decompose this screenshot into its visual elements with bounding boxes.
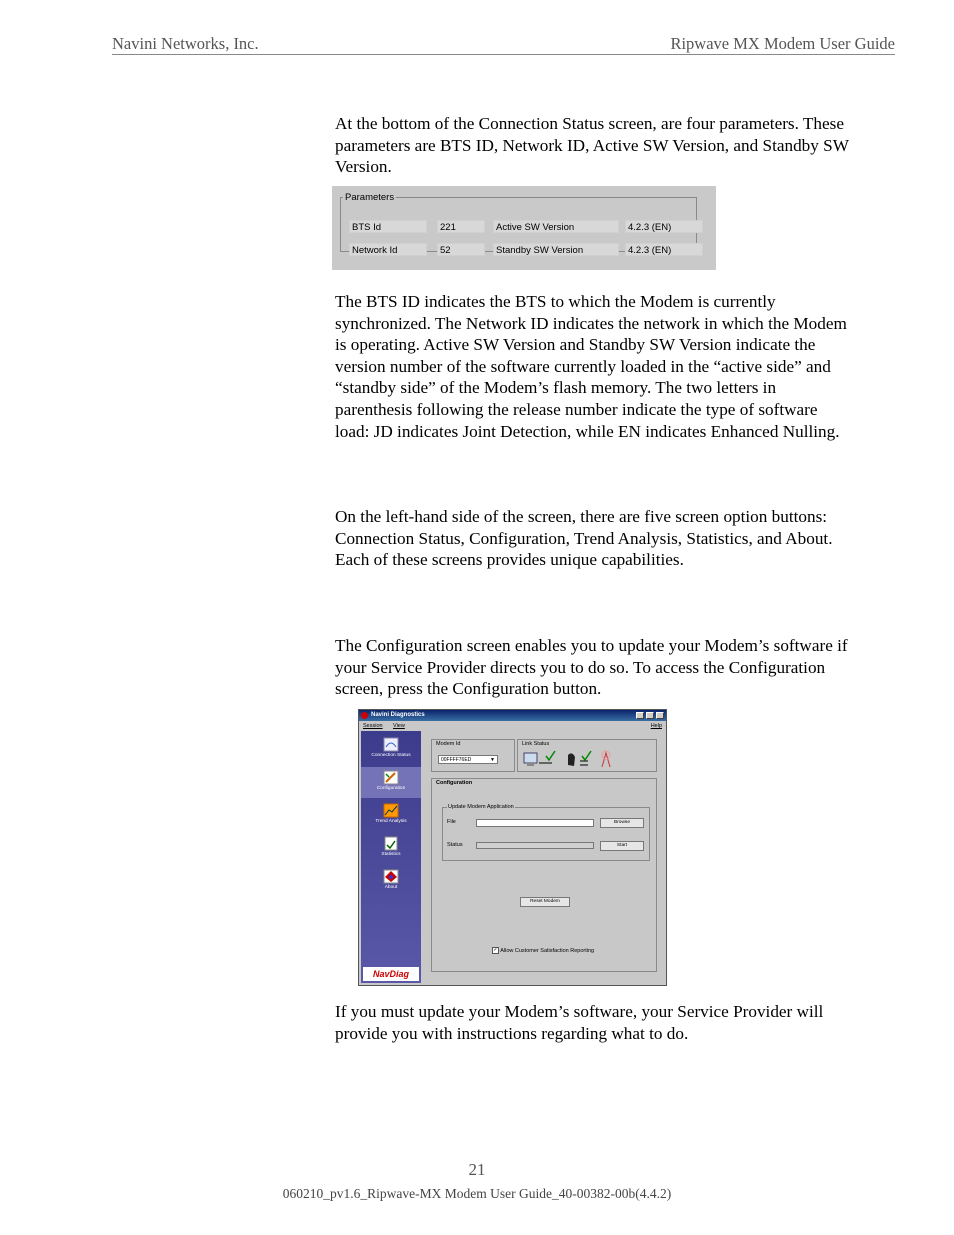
header-company: Navini Networks, Inc.	[112, 34, 259, 53]
allow-reporting-option[interactable]	[492, 947, 594, 954]
configuration-panel	[431, 778, 657, 972]
connection-status-icon	[383, 737, 399, 752]
modem-id-group	[431, 739, 515, 772]
minimize-button[interactable]	[636, 712, 644, 719]
parameters-panel	[332, 186, 716, 270]
file-input[interactable]	[476, 819, 594, 827]
paragraph-configuration: The Configuration screen enables you to update your Modem’s software if your Service Provider directs you to do so. To access the Configuration screen, press the Configuration button.	[335, 636, 848, 699]
configuration-icon	[383, 770, 399, 785]
chevron-down-icon: ▼	[490, 757, 495, 763]
modem-id-select[interactable]	[438, 755, 498, 764]
update-modem-legend: Update Modem Application	[448, 804, 514, 810]
update-modem-group	[442, 804, 650, 861]
reset-modem-button[interactable]: Reset Modem	[520, 897, 570, 907]
standby-sw-value: 4.2.3 (EN)	[625, 243, 703, 256]
allow-reporting-checkbox[interactable]: ✓	[493, 947, 498, 953]
browse-button[interactable]: Browse	[600, 818, 644, 828]
sidebar-connection-status[interactable]	[361, 734, 421, 765]
statistics-icon	[383, 836, 399, 851]
window-title: Navini Diagnostics	[371, 712, 425, 718]
trend-analysis-icon	[383, 803, 399, 818]
sidebar-label: About	[384, 885, 398, 890]
file-label: File	[447, 819, 456, 825]
network-id-label: Network Id	[349, 243, 427, 256]
parameters-group	[340, 192, 697, 256]
close-button[interactable]	[656, 712, 664, 719]
maximize-button[interactable]	[646, 712, 654, 719]
menu-help[interactable]: Help	[650, 723, 662, 729]
sidebar	[361, 731, 421, 983]
allow-reporting-label: Allow Customer Satisfaction Reporting	[500, 947, 595, 954]
menu-bar	[359, 721, 666, 731]
navini-diagnostics-window	[358, 709, 667, 986]
sidebar-statistics[interactable]	[361, 833, 421, 864]
title-bar	[359, 710, 666, 721]
modem-id-value: 00FFFF76ED	[441, 757, 472, 763]
modem-id-label: Modem Id	[436, 741, 461, 747]
active-sw-label: Active SW Version	[493, 220, 619, 233]
link-status-group	[517, 739, 657, 772]
network-id-value: 52	[437, 243, 485, 256]
sidebar-about[interactable]	[361, 866, 421, 897]
status-label: Status	[447, 842, 463, 848]
page-number: 21	[468, 1160, 486, 1179]
sidebar-configuration[interactable]	[361, 767, 421, 798]
sidebar-label: Trend Analysis	[375, 819, 407, 824]
bts-id-label: BTS Id	[349, 220, 427, 233]
status-progress-bar	[476, 842, 594, 849]
header-title: Ripwave MX Modem User Guide	[670, 34, 895, 53]
app-icon	[361, 712, 368, 719]
paragraph-screen-options: On the left-hand side of the screen, there are five screen option buttons: Connection Status, Configuration, Trend Analysis, Statistics, and About. Each of these screens provides unique capabilities.	[335, 507, 833, 570]
about-icon	[383, 869, 399, 884]
parameters-legend: Parameters	[345, 192, 395, 203]
menu-session[interactable]: Session	[363, 723, 383, 729]
paragraph-update-note: If you must update your Modem’s software, your Service Provider will provide you with instructions regarding what to do.	[335, 1002, 824, 1043]
link-status-icons	[522, 749, 654, 771]
menu-view[interactable]: View	[393, 723, 405, 729]
sidebar-label: Configuration	[376, 786, 406, 791]
bts-id-value: 221	[437, 220, 485, 233]
footer-doc-id: 060210_pv1.6_Ripwave-MX Modem User Guide_40-00382-00b(4.4.2)	[282, 1186, 672, 1201]
configuration-title: Configuration	[436, 780, 473, 786]
page-header	[112, 34, 895, 55]
navdiag-logo: NavDiag	[363, 967, 419, 981]
sidebar-trend-analysis[interactable]	[361, 800, 421, 831]
standby-sw-label: Standby SW Version	[493, 243, 619, 256]
paragraph-parameters-explain: The BTS ID indicates the BTS to which the Modem is currently synchronized. The Network ID indicates the network in which the Modem is operating. Active SW Version and Standby SW Version indicate the version number of the software currently loaded in the “active side” and “standby side” of the Modem’s flash memory. The two letters in parenthesis following the release number indicate the type of software load: JD indicates Joint Detection, while EN indicates Enhanced Nulling.	[335, 292, 847, 441]
sidebar-label: Connection Status	[371, 753, 411, 758]
paragraph-parameters-intro: At the bottom of the Connection Status screen, are four parameters. These parameters are BTS ID, Network ID, Active SW Version, and Standby SW Version.	[335, 114, 849, 177]
active-sw-value: 4.2.3 (EN)	[625, 220, 703, 233]
link-status-label: Link Status	[522, 741, 550, 747]
start-button[interactable]: Start	[600, 841, 644, 851]
sidebar-label: Statistics	[381, 852, 401, 857]
